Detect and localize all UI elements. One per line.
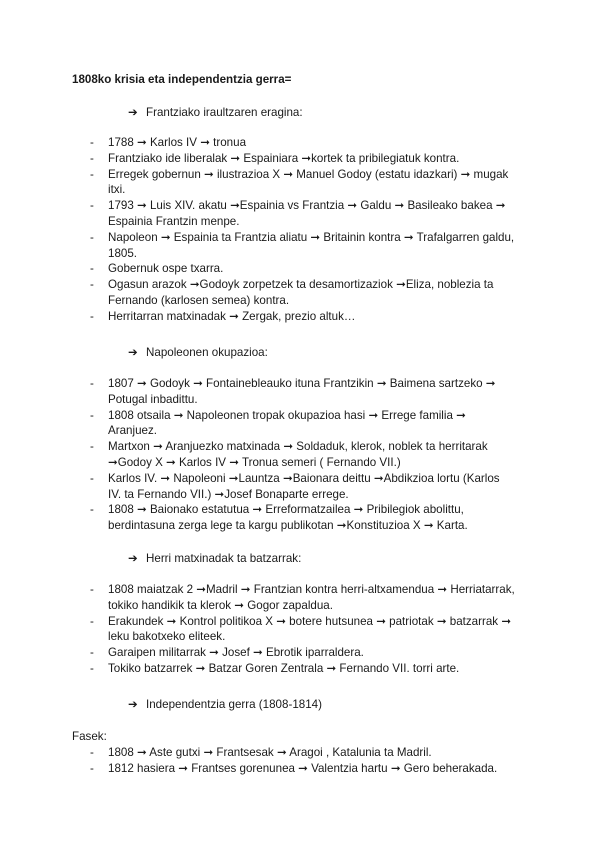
- list-item: [0, 376, 515, 408]
- list-item-text: Napoleon ➞ Espainia ta Frantzia aliatu ➞ Britainin kontra ➞ Trafalgarren galdu, 1805.: [108, 230, 515, 260]
- list-item-text: Garaipen militarrak ➞ Josef ➞ Ebrotik iparraldera.: [108, 646, 364, 660]
- list-item: [0, 439, 515, 471]
- list-item: [0, 745, 515, 761]
- dash-bullet: -: [90, 136, 94, 149]
- list-item: [0, 198, 515, 230]
- list-item: [0, 167, 515, 199]
- list-item-text: 1808 ➞ Baionako estatutua ➞ Erreformatzailea ➞ Pribilegiok abolittu, berdintasuna zerga lege ta kargu publikotan ➞Konstituzioa X ➞ Karta.: [108, 503, 468, 533]
- section-heading-text: Independentzia gerra (1808-1814): [146, 698, 322, 711]
- section-list: [0, 376, 515, 534]
- dash-bullet: -: [90, 230, 94, 244]
- list-item-text: 1793 ➞ Luis XIV. akatu ➞Espainia vs Frantzia ➞ Galdu ➞ Basileako bakea ➞ Espainia Frantzin menpe.: [108, 199, 506, 228]
- dash-bullet: -: [90, 151, 94, 165]
- arrow-icon: ➔: [128, 698, 138, 711]
- section-heading-text: Herri matxinadak ta batzarrak:: [146, 552, 302, 565]
- dash-bullet: -: [90, 408, 94, 422]
- fasek-label: Fasek:: [72, 730, 107, 743]
- dash-bullet: -: [90, 583, 94, 596]
- list-item-text: 1808 otsaila ➞ Napoleonen tropak okupazioa hasi ➞ Errege familia ➞ Aranjuez.: [108, 408, 466, 438]
- list-item: [0, 230, 515, 262]
- dash-bullet: -: [90, 377, 94, 390]
- section-heading-text: Frantziako iraultzaren eragina:: [146, 106, 303, 119]
- list-item-text: Herritarran matxinadak ➞ Zergak, prezio altuk…: [108, 309, 356, 323]
- list-item-text: 1788 ➞ Karlos IV ➞ tronua: [108, 136, 247, 149]
- section-heading: [128, 551, 301, 567]
- list-item-text: Erakundek ➞ Kontrol politikoa X ➞ botere hutsunea ➞ patriotak ➞ batzarrak ➞ leku bakotxeko eliteek.: [108, 614, 512, 644]
- dash-bullet: -: [90, 471, 94, 485]
- list-item: [0, 582, 515, 614]
- dash-bullet: -: [90, 646, 94, 660]
- section-heading: [128, 345, 268, 361]
- list-item: [0, 645, 515, 661]
- document-title: 1808ko krisia eta independentzia gerra=: [72, 73, 292, 86]
- section-list: [0, 135, 515, 325]
- list-item-text: Martxon ➞ Aranjuezko matxinada ➞ Soldaduk, klerok, noblek ta herritarak ➞Godoy X ➞ Karlos IV ➞ Tronua semeri ( Fernando VII.): [108, 440, 488, 469]
- list-item-text: Ogasun arazok ➞Godoyk zorpetzek ta desamortizaziok ➞Eliza, noblezia ta Fernando (karlosen semea) kontra.: [108, 278, 494, 307]
- arrow-icon: ➔: [128, 552, 138, 565]
- dash-bullet: -: [90, 309, 94, 323]
- dash-bullet: -: [90, 262, 94, 276]
- list-item: [0, 502, 515, 534]
- list-item-text: Erregek gobernun ➞ ilustrazioa X ➞ Manuel Godoy (estatu idazkari) ➞ mugak itxi.: [108, 167, 509, 197]
- list-item-text: Gobernuk ospe txarra.: [108, 262, 224, 276]
- list-item-text: 1812 hasiera ➞ Frantses gorenunea ➞ Valentzia hartu ➞ Gero beherakada.: [108, 761, 498, 775]
- section-heading: [128, 697, 322, 713]
- fasek-list: [0, 745, 515, 777]
- dash-bullet: -: [90, 614, 94, 628]
- list-item: [0, 151, 515, 167]
- dash-bullet: -: [90, 746, 94, 759]
- list-item-text: Karlos IV. ➞ Napoleoni ➞Launtza ➞Baionara deittu ➞Abdikzioa lortu (Karlos IV. ta Fernando VII.) ➞Josef Bonaparte errege.: [108, 471, 500, 501]
- section-heading: [128, 105, 303, 121]
- dash-bullet: -: [90, 661, 94, 675]
- dash-bullet: -: [90, 167, 94, 181]
- dash-bullet: -: [90, 199, 94, 213]
- list-item: [0, 277, 515, 309]
- dash-bullet: -: [90, 440, 94, 454]
- list-item: [0, 309, 515, 325]
- dash-bullet: -: [90, 503, 94, 517]
- list-item: [0, 135, 515, 151]
- list-item-text: 1808 ➞ Aste gutxi ➞ Frantsesak ➞ Aragoi , Katalunia ta Madril.: [108, 746, 432, 759]
- section-list: [0, 582, 515, 677]
- list-item-text: 1807 ➞ Godoyk ➞ Fontainebleauko ituna Frantzikin ➞ Baimena sartzeko ➞ Potugal inbadittu.: [108, 377, 496, 406]
- list-item: [0, 761, 515, 777]
- section-heading-text: Napoleonen okupazioa:: [146, 346, 268, 359]
- list-item-text: 1808 maiatzak 2 ➞Madril ➞ Frantzian kontra herri-altxamendua ➞ Herriatarrak, tokiko handikik ta klerok ➞ Gogor zapaldua.: [108, 583, 515, 612]
- arrow-icon: ➔: [128, 346, 138, 359]
- dash-bullet: -: [90, 761, 94, 775]
- list-item: [0, 614, 515, 646]
- arrow-icon: ➔: [128, 106, 138, 119]
- list-item-text: Tokiko batzarrek ➞ Batzar Goren Zentrala ➞ Fernando VII. torri arte.: [108, 661, 460, 675]
- list-item: [0, 408, 515, 440]
- list-item: [0, 261, 515, 277]
- list-item: [0, 471, 515, 503]
- dash-bullet: -: [90, 278, 94, 292]
- list-item-text: Frantziako ide liberalak ➞ Espainiara ➞kortek ta pribilegiatuk kontra.: [108, 151, 460, 165]
- list-item: [0, 661, 515, 677]
